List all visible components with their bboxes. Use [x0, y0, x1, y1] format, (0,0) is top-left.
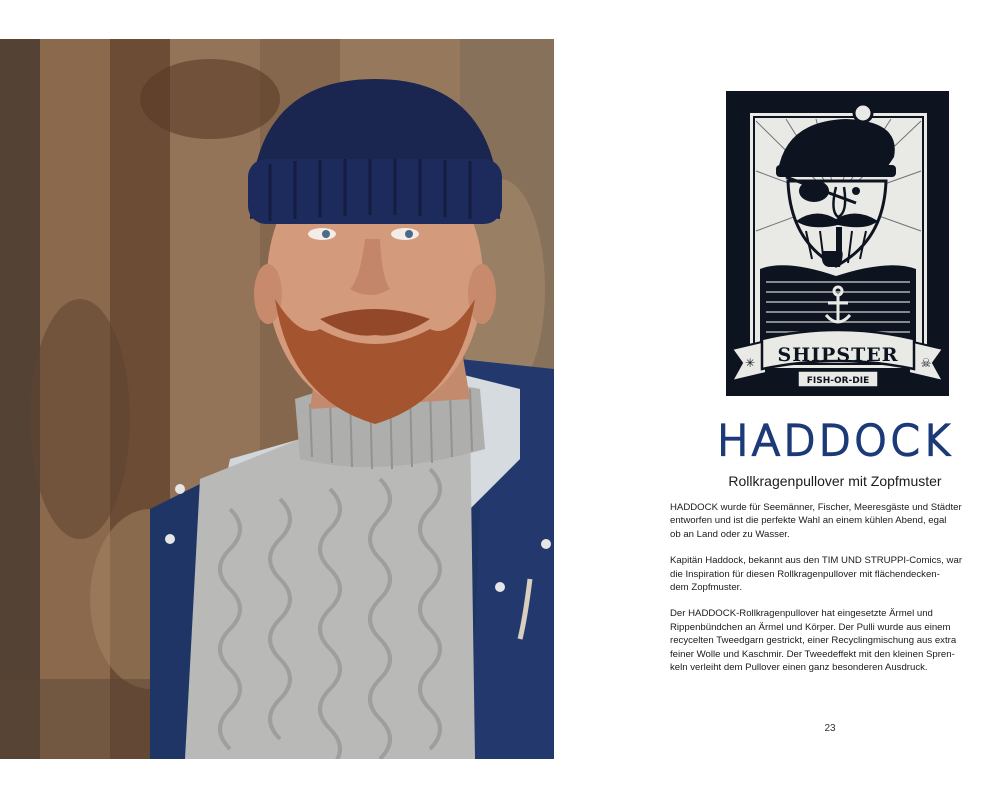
paragraph-line: entworfen und ist die perfekte Wahl an einem kühlen Abend, egal: [670, 515, 947, 527]
captain-logo-illustration: [726, 91, 949, 396]
paragraph-line: HADDOCK wurde für Seemänner, Fischer, Meeresgäste und Städter: [670, 502, 962, 513]
logo-tagline-text: FISH-OR-DIE: [806, 376, 870, 386]
article-body: [670, 501, 1000, 687]
logo-brand-text: SHIPSTER: [777, 344, 899, 366]
paragraph-line: ob an Land oder zu Wasser.: [670, 528, 790, 540]
paragraph-line: Der HADDOCK-Rollkragenpullover hat eingesetzte Ärmel und: [670, 608, 933, 620]
paragraph-line: feiner Wolle und Kaschmir. Der Tweedeffekt mit den kleinen Spren-: [670, 648, 955, 660]
paragraph-line: Kapitän Haddock, bekannt aus den TIM UND STRUPPI-Comics, war: [670, 555, 963, 567]
portrait-illustration: [0, 39, 554, 759]
compass-icon: ✳: [744, 356, 756, 370]
article-subtitle: Rollkragenpullover mit Zopfmuster: [728, 473, 942, 489]
skull-icon: ☠: [920, 356, 932, 370]
paragraph-1: [670, 501, 1000, 541]
paragraph-line: die Inspiration für diesen Rollkragenpullover mit flächendecken-: [670, 568, 940, 580]
shipster-logo: [726, 91, 949, 396]
article-title: HADDOCK: [717, 416, 953, 465]
paragraph-line: dem Zopfmuster.: [670, 582, 742, 594]
paragraph-line: recycelten Tweedgarn gestrickt, einer Recyclingmischung aus extra: [670, 635, 957, 647]
portrait-photo: [0, 39, 554, 759]
paragraph-3: [670, 607, 1000, 674]
paragraph-line: Rippenbündchen an Ärmel und Körper. Der Pulli wurde aus einem: [670, 621, 951, 633]
page-number: 23: [824, 723, 836, 734]
paragraph-2: [670, 554, 1000, 594]
paragraph-line: keln verleiht dem Pullover einen ganz besonderen Ausdruck.: [670, 662, 928, 674]
